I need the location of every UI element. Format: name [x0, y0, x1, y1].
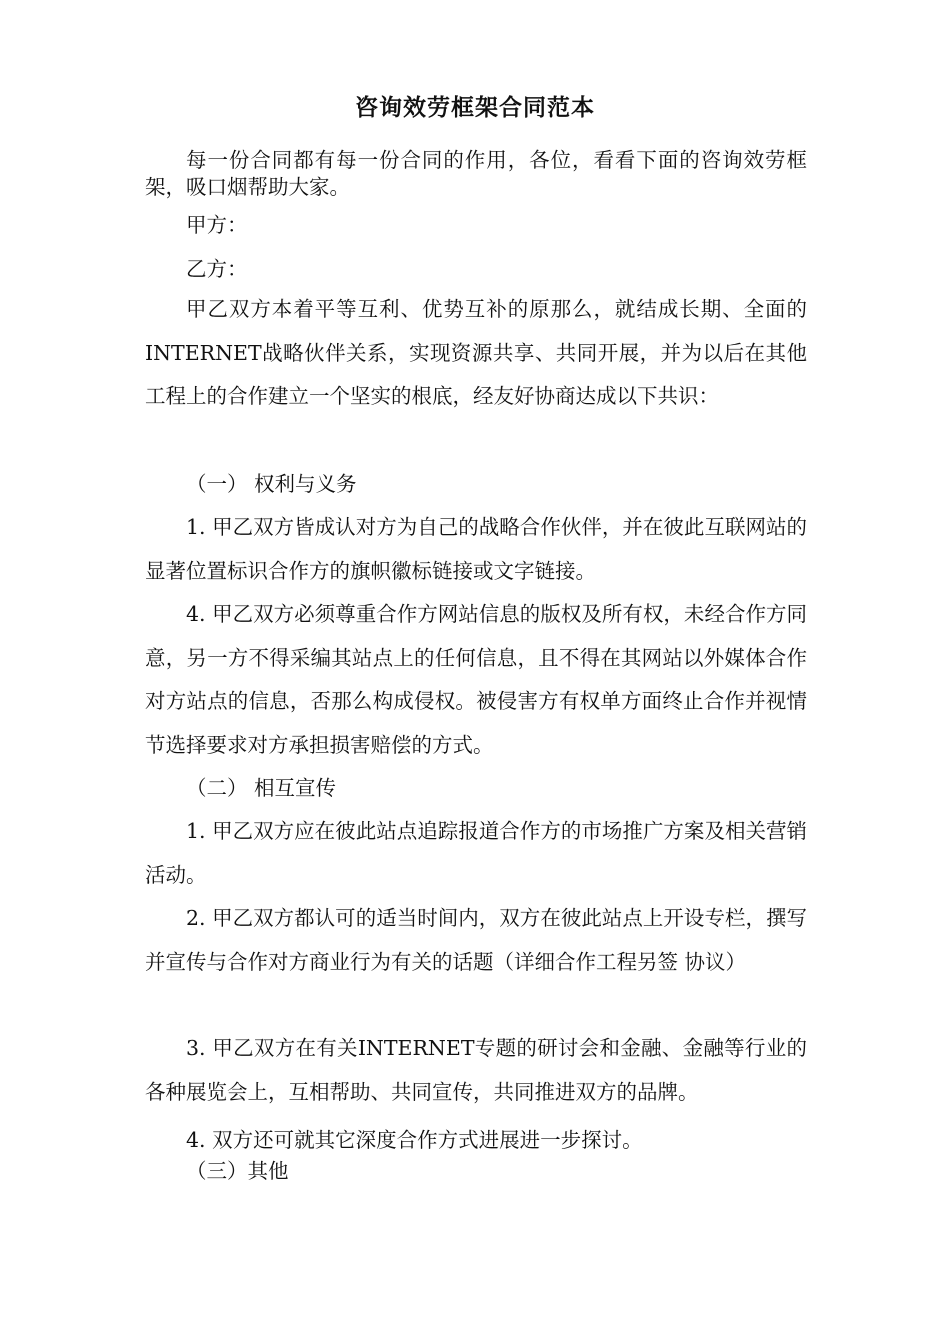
promotion-item-4: 4. 双方还可就其它深度合作方式进展进一步探讨。 [186, 1128, 643, 1152]
intro-paragraph: 每一份合同都有每一份合同的作用，各位，看看下面的咨询效劳框架，吸口烟帮助大家。 [145, 148, 807, 199]
preamble-paragraph: 甲乙双方本着平等互利、优势互补的原那么，就结成长期、全面的INTERNET战略伙伴关系，实现资源共享、共同开展，并为以后在其他工程上的合作建立一个坚实的根底，经友好协商达成以下共识： [145, 297, 807, 408]
rights-item-1: 1. 甲乙双方皆成认对方为自己的战略合作伙伴，并在彼此互联网站的显著位置标识合作方的旗帜徽标链接或文字链接。 [145, 515, 807, 583]
promotion-item-1: 1. 甲乙双方应在彼此站点追踪报道合作方的市场推广方案及相关营销活动。 [145, 819, 807, 887]
rights-item-4: 4. 甲乙双方必须尊重合作方网站信息的版权及所有权，未经合作方同意，另一方不得采编其站点上的任何信息，且不得在其网站以外媒体合作对方站点的信息，否那么构成侵权。被侵害方有权单方面终止合作并视情节选择要求对方承担损害赔偿的方式。 [145, 602, 807, 757]
section-heading-promotion: （二） 相互宣传 [186, 776, 337, 800]
document-title: 咨询效劳框架合同范本 [355, 95, 595, 121]
promotion-item-3: 3. 甲乙双方在有关INTERNET专题的研讨会和金融、金融等行业的各种展览会上，互相帮助、共同宣传，共同推进双方的品牌。 [145, 1036, 807, 1104]
party-b-label: 乙方： [186, 257, 248, 281]
promotion-item-2: 2. 甲乙双方都认可的适当时间内，双方在彼此站点上开设专栏，撰写并宣传与合作对方商业行为有关的话题（详细合作工程另签 协议） [145, 906, 807, 974]
section-heading-rights: （一） 权利与义务 [186, 472, 357, 496]
section-heading-other: （三）其他 [186, 1159, 289, 1183]
party-a-label: 甲方： [186, 213, 248, 237]
